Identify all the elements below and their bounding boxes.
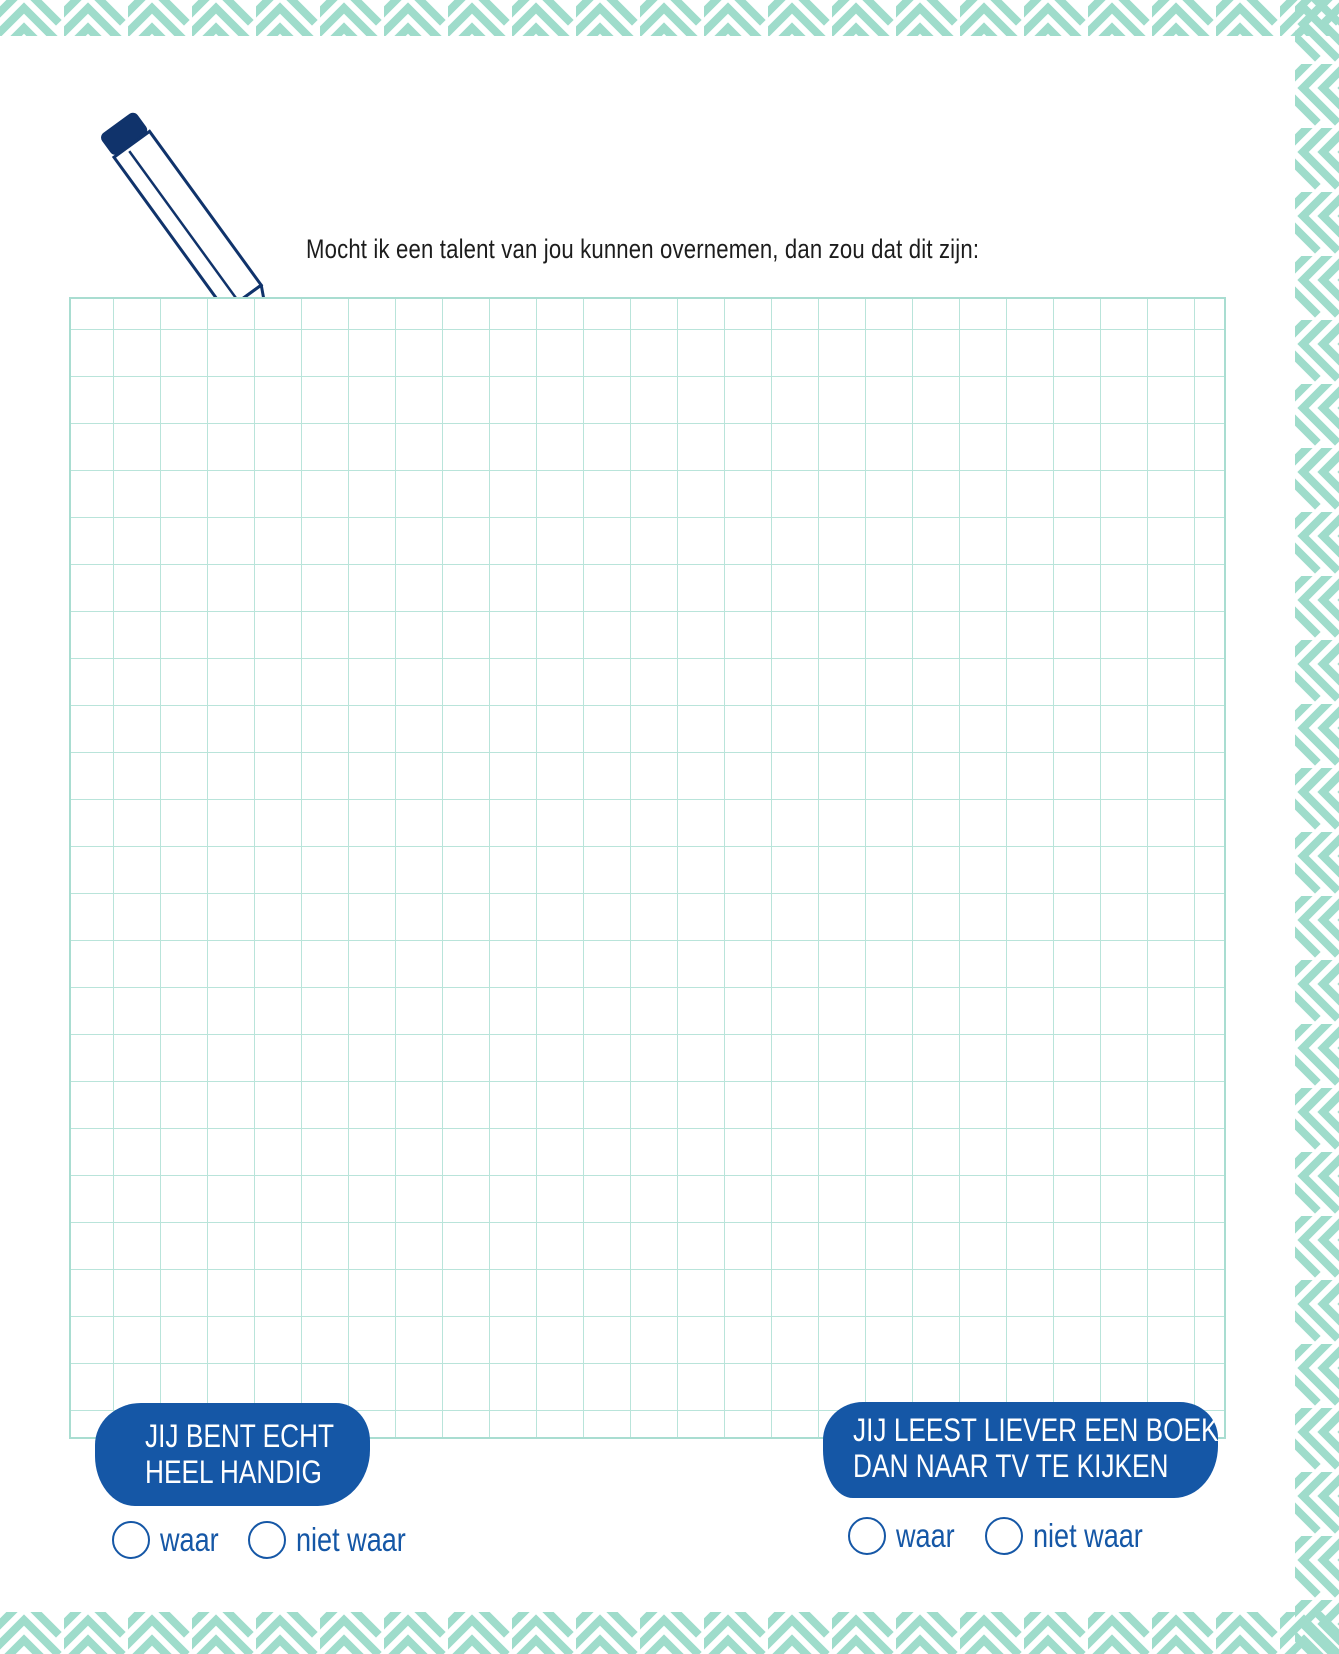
radio-circle[interactable] [985, 1517, 1023, 1555]
option-niet-waar-handy[interactable] [248, 1521, 430, 1559]
radio-circle[interactable] [248, 1521, 286, 1559]
option-waar-book[interactable] [848, 1517, 968, 1555]
statement-line-1: JIJ LEEST LIEVER EEN BOEK [853, 1412, 1219, 1448]
statement-line-1: JIJ BENT ECHT [145, 1418, 335, 1454]
statement-bubble-handy [95, 1403, 370, 1506]
option-label: waar [160, 1521, 219, 1558]
option-label: niet waar [1033, 1517, 1143, 1554]
drawing-grid-area[interactable] [69, 297, 1226, 1439]
option-waar-handy[interactable] [112, 1521, 232, 1559]
radio-circle[interactable] [112, 1521, 150, 1559]
statement-line-2: HEEL HANDIG [145, 1454, 322, 1490]
prompt-text: Mocht ik een talent van jou kunnen overnemen, dan zou dat dit zijn: [306, 234, 980, 264]
statement-line-2: DAN NAAR TV TE KIJKEN [853, 1448, 1169, 1484]
option-label: waar [896, 1517, 955, 1554]
bottom-chevron-border [0, 1612, 1339, 1654]
statement-bubble-book [823, 1402, 1218, 1498]
option-niet-waar-book[interactable] [985, 1517, 1167, 1555]
radio-circle[interactable] [848, 1517, 886, 1555]
right-chevron-border [1295, 0, 1339, 1654]
top-chevron-border [0, 0, 1339, 36]
option-label: niet waar [296, 1521, 406, 1558]
